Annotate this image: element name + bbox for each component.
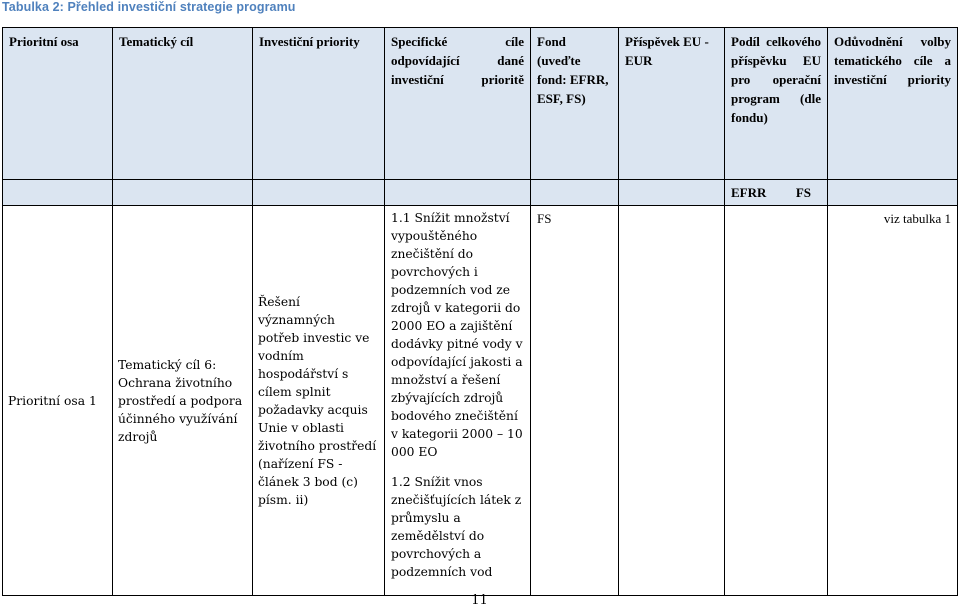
header-podil: Podíl celkového příspěvku EU pro operační program (dle fondu) — [725, 28, 828, 180]
subheader-row — [3, 180, 958, 206]
specific-goal-1-2: 1.2 Snížit vnos znečišťujících látek z průmyslu a zemědělství do povrchových a podzemních vod — [391, 475, 522, 579]
header-prioritni-osa: Prioritní osa — [3, 28, 113, 180]
subheader-fs: FS — [795, 184, 811, 200]
cell-tematicky-cil: Tematický cíl 6: Ochrana životního prostředí a podpora účinného využívání zdrojů — [113, 206, 253, 596]
header-fond: Fond (uveďte fond: EFRR, ESF, FS) — [531, 28, 619, 180]
header-prispevek-eu: Příspěvek EU - EUR — [619, 28, 725, 180]
cell-oduvodneni: viz tabulka 1 — [828, 206, 958, 596]
cell-podil — [725, 206, 828, 596]
page-number: 11 — [471, 593, 488, 608]
header-oduvodneni: Odůvodnění volby tematického cíle a investiční priority — [828, 28, 958, 180]
table-row — [3, 206, 958, 596]
header-tematicky-cil: Tematický cíl — [113, 28, 253, 180]
table-caption: Tabulka 2: Přehled investiční strategie programu — [2, 0, 296, 14]
cell-prispevek — [619, 206, 725, 596]
header-investicni-priority: Investiční priority — [253, 28, 385, 180]
subheader-efrr: EFRR — [731, 184, 767, 200]
specific-goal-1-1: 1.1 Snížit množství vypouštěného znečištění do povrchových i podzemních vod ze zdrojů v kategorii do 2000 EO a zajištění dodávky pitné vody v odpovídající jakosti a množství a řešení zbývajících zdrojů bodového znečištění v kategorii 2000 – 10 000 EO — [391, 211, 523, 459]
cell-investicni-priorita: Řešení významných potřeb investic ve vodním hospodářství s cílem splnit požadavky acquis Unie v oblasti životního prostředí (nařízení FS - článek 3 bod (c) písm. ii) — [253, 206, 385, 596]
investment-strategy-table — [2, 27, 958, 596]
cell-fond: FS — [531, 206, 619, 596]
header-row — [3, 28, 958, 180]
cell-specificke-cile — [385, 206, 531, 596]
cell-prioritni-osa: Prioritní osa 1 — [3, 206, 113, 596]
header-specificke-cile: Specifické cíle odpovídající dané investiční prioritě — [385, 28, 531, 180]
